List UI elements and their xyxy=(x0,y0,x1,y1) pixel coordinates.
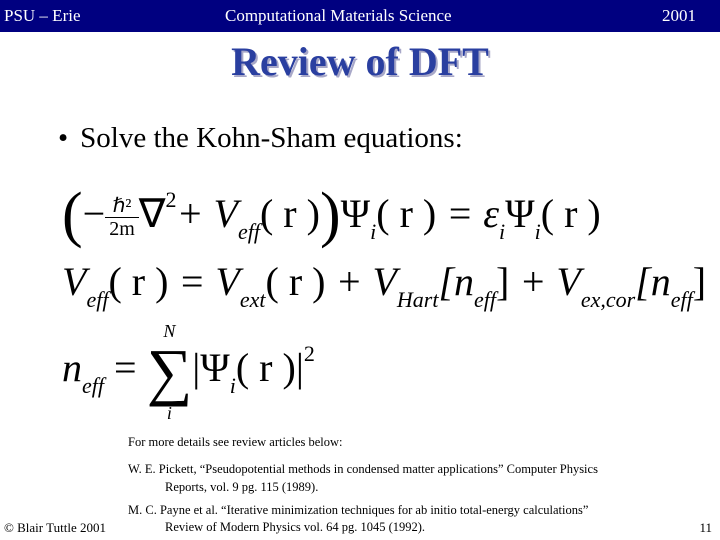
header-bar xyxy=(0,0,720,32)
summation: N ∑ i xyxy=(146,321,193,423)
bullet-text: Solve the Kohn-Sham equations: xyxy=(80,122,463,154)
equation-kohn-sham: (− $\frac{\text{ℏ²}}{2m}$ $\nabla^2+ V_{eff}$( r ))$\Psi_i$( r ) = $\varepsilon_i\Psi_i$( r ) xyxy=(62,181,601,249)
header-left: PSU – Erie xyxy=(4,6,81,25)
slide-title: Review of DFT xyxy=(231,39,489,84)
page-number: 11 xyxy=(699,520,712,535)
reference-1-line-1: W. E. Pickett, “Pseudopotential methods in condensed matter applications” Computer Physics xyxy=(128,462,598,476)
bullet-item xyxy=(58,122,463,155)
reference-1-line-2: Reports, vol. 9 pg. 115 (1989). xyxy=(165,480,319,494)
notes-intro: For more details see review articles below: xyxy=(128,435,343,449)
reference-2-line-2: Review of Modern Physics vol. 64 pg. 1045 (1992). xyxy=(165,520,426,534)
bullet-marker: • xyxy=(58,122,69,154)
header-center: Computational Materials Science xyxy=(225,6,452,25)
reference-2-line-1: M. C. Payne et al. “Iterative minimization techniques for ab initio total-energy calculations” xyxy=(128,503,589,517)
equation-effective-potential: $V_{eff}$( r ) = $V_{ext}$( r ) + $V_{Hart}[n_{eff}] + V_{ex,cor}[n_{eff}]$ xyxy=(62,259,707,312)
fraction: $\frac{\text{ℏ²}}{2m}$ xyxy=(105,195,139,240)
header-right: 2001 xyxy=(662,6,696,25)
copyright: © Blair Tuttle 2001 xyxy=(4,520,106,535)
equation-density: $n_{eff}$ = N ∑ i $|\Psi_i$( r )$|^2$ xyxy=(62,321,315,423)
